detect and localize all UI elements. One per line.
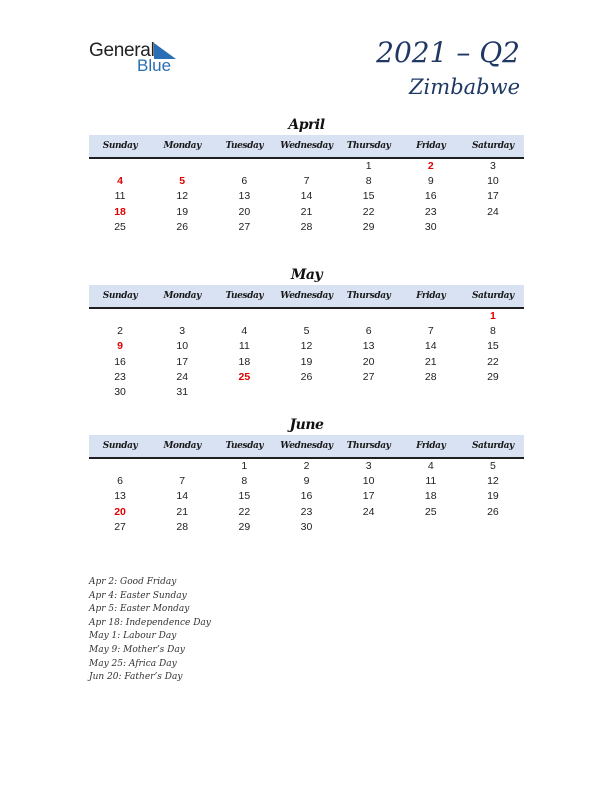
day-cell: 17	[487, 190, 499, 203]
logo-blue-text: Blue	[137, 56, 172, 75]
holiday-entry: Jun 20: Father’s Day	[89, 672, 183, 683]
week-row	[89, 189, 524, 204]
day-cell: 3	[489, 160, 496, 172]
day-cell: 7	[303, 175, 310, 188]
day-cell: 2	[117, 325, 123, 338]
day-cell: 24	[487, 205, 499, 218]
day-cell: 20	[362, 355, 375, 368]
day-cell: 28	[176, 520, 189, 533]
day-cell: 14	[176, 490, 189, 503]
page-title: 2021 – Q2	[376, 36, 520, 69]
day-cell: 18	[424, 490, 437, 503]
day-cell: 22	[238, 505, 251, 518]
day-cell: 6	[241, 175, 248, 188]
day-cell	[213, 159, 275, 174]
day-cell: 26	[300, 370, 313, 383]
week-row	[89, 489, 524, 504]
day-cell: 28	[424, 370, 437, 383]
day-cell: 11	[425, 475, 437, 488]
day-cell: 13	[238, 190, 251, 203]
weekday-label: Sunday	[102, 141, 138, 151]
week-row	[89, 474, 524, 489]
holiday-entry: Apr 2: Good Friday	[89, 577, 177, 587]
day-cell: 4	[241, 325, 248, 338]
weekday-label: Saturday	[471, 291, 514, 301]
weekday-header-row	[89, 135, 524, 159]
day-cell	[400, 385, 462, 400]
day-cell: 3	[365, 460, 372, 472]
weekday-label: Friday	[416, 441, 446, 451]
day-cell: 1	[365, 160, 372, 172]
weekday-label: Sunday	[102, 291, 138, 301]
weekday-label: Saturday	[471, 141, 514, 151]
day-cell	[338, 309, 400, 324]
holiday-entry: Apr 18: Independence Day	[89, 617, 211, 628]
day-cell: 26	[176, 220, 189, 233]
day-cell	[400, 309, 462, 324]
day-cell: 9	[303, 475, 310, 488]
week-row	[89, 220, 524, 235]
day-cell: 25	[424, 505, 437, 518]
day-cell: 2	[303, 460, 310, 472]
day-cell: 29	[362, 220, 375, 233]
holiday-entry: May 9: Mother’s Day	[89, 644, 185, 655]
day-cell: 24	[362, 505, 375, 518]
generalblue-logo	[89, 40, 189, 76]
day-cell: 27	[114, 520, 126, 533]
week-row	[89, 370, 524, 385]
day-cell: 5	[303, 325, 310, 338]
day-cell: 12	[176, 190, 189, 203]
day-cell: 3	[179, 325, 186, 338]
day-cell	[213, 309, 275, 324]
holiday-entry: May 1: Labour Day	[89, 631, 177, 642]
day-cell: 26	[487, 505, 499, 518]
week-row	[89, 309, 524, 324]
day-cell-holiday: 5	[179, 175, 186, 188]
day-cell	[89, 459, 151, 474]
day-cell: 10	[362, 475, 375, 488]
logo-general-text: General	[89, 40, 155, 61]
day-cell	[275, 385, 337, 400]
weekday-label: Thursday	[346, 141, 391, 151]
day-cell: 23	[424, 205, 437, 218]
day-cell	[151, 459, 213, 474]
day-cell: 10	[176, 340, 189, 353]
weekday-label: Tuesday	[225, 291, 264, 301]
weekday-label: Monday	[163, 141, 201, 151]
week-row	[89, 505, 524, 520]
weekday-header-row	[89, 285, 524, 309]
day-cell	[338, 520, 400, 535]
weekday-label: Thursday	[346, 291, 391, 301]
day-cell: 19	[300, 355, 313, 368]
day-cell: 14	[300, 190, 313, 203]
day-cell: 27	[362, 370, 375, 383]
day-cell: 22	[487, 355, 499, 368]
day-cell: 14	[424, 340, 437, 353]
day-cell: 16	[300, 490, 313, 503]
week-row	[89, 205, 524, 220]
day-cell: 25	[114, 220, 126, 233]
month-june	[89, 415, 524, 535]
day-cell: 8	[365, 175, 372, 188]
country-name: Zimbabwe	[408, 75, 520, 99]
holiday-entry: May 25: Africa Day	[89, 658, 177, 669]
weekday-label: Thursday	[346, 441, 391, 451]
holiday-entry: Apr 5: Easter Monday	[89, 604, 190, 615]
day-cell-holiday: 1	[489, 310, 496, 322]
day-cell: 11	[238, 340, 250, 353]
week-row	[89, 459, 524, 474]
day-cell-holiday: 20	[114, 505, 126, 518]
day-cell: 17	[176, 355, 189, 368]
holiday-list	[89, 576, 389, 685]
day-cell: 31	[176, 385, 189, 398]
month-title: May	[290, 267, 323, 283]
week-row	[89, 159, 524, 174]
week-row	[89, 324, 524, 339]
day-cell	[462, 520, 524, 535]
weekday-label: Monday	[163, 291, 201, 301]
day-cell	[151, 159, 213, 174]
day-cell-holiday: 18	[114, 205, 126, 218]
weekday-label: Friday	[416, 141, 446, 151]
day-cell: 1	[241, 460, 248, 472]
day-cell: 18	[238, 355, 251, 368]
month-may	[89, 265, 524, 400]
day-cell: 7	[179, 475, 186, 488]
weekday-label: Tuesday	[225, 141, 264, 151]
month-title: April	[288, 117, 325, 133]
day-cell: 29	[487, 370, 499, 383]
month-title: June	[289, 417, 324, 433]
day-cell: 5	[489, 460, 496, 472]
day-cell: 6	[117, 475, 123, 488]
day-cell: 23	[114, 370, 126, 383]
weekday-label: Wednesday	[280, 141, 333, 151]
day-cell	[462, 385, 524, 400]
day-cell: 13	[362, 340, 375, 353]
day-cell: 19	[176, 205, 189, 218]
day-cell: 30	[424, 220, 437, 233]
day-cell: 20	[238, 205, 251, 218]
day-cell	[275, 159, 337, 174]
day-cell: 8	[241, 475, 248, 488]
day-cell: 16	[114, 355, 126, 368]
day-cell	[89, 309, 151, 324]
day-cell-holiday: 25	[238, 370, 251, 383]
day-cell	[275, 309, 337, 324]
week-row	[89, 385, 524, 400]
day-cell: 15	[238, 490, 251, 503]
day-cell: 23	[300, 505, 313, 518]
day-cell: 30	[114, 385, 126, 398]
day-cell: 28	[300, 220, 313, 233]
day-cell: 15	[362, 190, 375, 203]
day-cell: 11	[114, 190, 126, 203]
day-cell: 10	[487, 175, 499, 188]
day-cell: 21	[300, 205, 313, 218]
day-cell	[338, 385, 400, 400]
day-cell: 30	[300, 520, 313, 533]
day-cell: 24	[176, 370, 189, 383]
holiday-entry: Apr 4: Easter Sunday	[89, 590, 187, 601]
week-row	[89, 339, 524, 354]
day-cell	[151, 309, 213, 324]
day-cell: 9	[427, 175, 434, 188]
day-cell: 15	[487, 340, 499, 353]
day-cell: 21	[176, 505, 189, 518]
day-cell: 16	[424, 190, 437, 203]
day-cell: 21	[424, 355, 437, 368]
weekday-header-row	[89, 435, 524, 459]
week-row	[89, 355, 524, 370]
day-cell	[213, 385, 275, 400]
day-cell-holiday: 2	[427, 160, 434, 172]
week-row	[89, 174, 524, 189]
day-cell: 8	[489, 325, 496, 338]
day-cell: 22	[362, 205, 375, 218]
weekday-label: Friday	[416, 291, 446, 301]
day-cell: 12	[300, 340, 313, 353]
day-cell	[89, 159, 151, 174]
day-cell: 12	[487, 475, 499, 488]
day-cell	[400, 520, 462, 535]
day-cell-holiday: 9	[117, 340, 123, 353]
day-cell: 19	[487, 490, 499, 503]
day-cell: 6	[365, 325, 372, 338]
month-april	[89, 115, 524, 235]
day-cell: 13	[114, 490, 126, 503]
weekday-label: Monday	[163, 441, 201, 451]
day-cell-holiday: 4	[117, 175, 123, 188]
day-cell: 7	[427, 325, 434, 338]
week-row	[89, 520, 524, 535]
day-cell: 27	[238, 220, 251, 233]
weekday-label: Saturday	[471, 441, 514, 451]
day-cell	[462, 220, 524, 235]
weekday-label: Wednesday	[280, 291, 333, 301]
day-cell: 29	[238, 520, 251, 533]
weekday-label: Sunday	[102, 441, 138, 451]
weekday-label: Tuesday	[225, 441, 264, 451]
day-cell: 17	[362, 490, 375, 503]
day-cell: 4	[427, 460, 434, 472]
weekday-label: Wednesday	[280, 441, 333, 451]
